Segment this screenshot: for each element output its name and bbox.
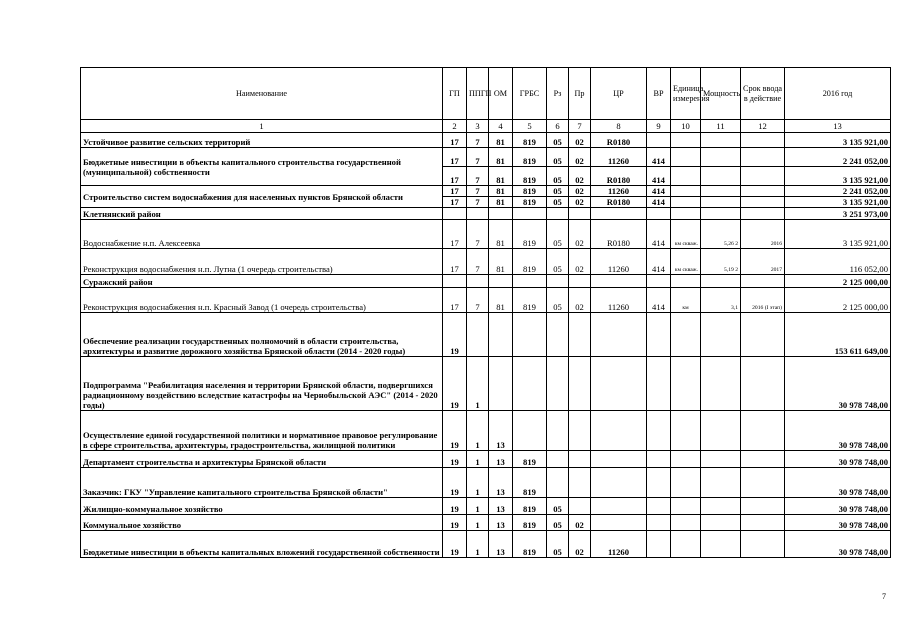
table-row <box>81 411 891 451</box>
cell-cr: 11260 <box>591 288 647 313</box>
cell-power <box>701 197 741 208</box>
row-name: Клетнянский район <box>81 208 443 220</box>
cell-amount: 30 978 748,00 <box>785 498 891 515</box>
cell-pr: 02 <box>569 249 591 275</box>
cell-ppgp: 1 <box>467 451 489 468</box>
cell-gp: 17 <box>443 167 467 186</box>
cell-vr: 414 <box>647 167 671 186</box>
cell-om: 81 <box>489 249 513 275</box>
cell-grbs: 819 <box>513 288 547 313</box>
cell-gp: 19 <box>443 468 467 498</box>
header-rz: Рз <box>547 68 569 120</box>
cell-ppgp: 1 <box>467 531 489 558</box>
row-name: Водоснабжение н.п. Алексеевка <box>81 220 443 249</box>
table-row <box>81 515 891 531</box>
cell-amount: 30 978 748,00 <box>785 468 891 498</box>
cell-pr: 02 <box>569 133 591 148</box>
table-row <box>81 531 891 558</box>
cell-pr: 02 <box>569 288 591 313</box>
column-number: 8 <box>591 120 647 133</box>
cell-unit: км <box>671 288 701 313</box>
cell-om: 81 <box>489 167 513 186</box>
cell-vr: 414 <box>647 186 671 197</box>
column-number: 12 <box>741 120 785 133</box>
cell-pr: 02 <box>569 515 591 531</box>
cell-term <box>741 197 785 208</box>
cell-grbs: 819 <box>513 220 547 249</box>
cell-vr <box>647 133 671 148</box>
cell-cr: R0180 <box>591 220 647 249</box>
cell-unit <box>671 148 701 167</box>
cell-ppgp: 1 <box>467 411 489 451</box>
table-row <box>81 208 891 220</box>
column-number: 9 <box>647 120 671 133</box>
column-number: 3 <box>467 120 489 133</box>
cell-om: 13 <box>489 498 513 515</box>
row-name: Суражский район <box>81 275 443 288</box>
cell-gp: 19 <box>443 357 467 411</box>
table-row <box>81 498 891 515</box>
cell-rz: 05 <box>547 498 569 515</box>
cell-amount: 3 251 973,00 <box>785 208 891 220</box>
cell-pr: 02 <box>569 167 591 186</box>
cell-om: 81 <box>489 148 513 167</box>
table-row <box>81 451 891 468</box>
row-name: Жилищно-коммунальное хозяйство <box>81 498 443 515</box>
cell-rz: 05 <box>547 148 569 167</box>
cell-rz: 05 <box>547 133 569 148</box>
cell-amount: 2 125 000,00 <box>785 288 891 313</box>
cell-power <box>701 133 741 148</box>
cell-ppgp: 1 <box>467 357 489 411</box>
cell-gp: 17 <box>443 249 467 275</box>
cell-amount: 3 135 921,00 <box>785 167 891 186</box>
table-row <box>81 249 891 275</box>
cell-om: 81 <box>489 133 513 148</box>
column-number: 6 <box>547 120 569 133</box>
cell-term <box>741 148 785 167</box>
table-row <box>81 133 891 148</box>
header-year: 2016 год <box>785 68 891 120</box>
cell-unit: км скваж. <box>671 249 701 275</box>
cell-rz: 05 <box>547 249 569 275</box>
cell-om: 81 <box>489 220 513 249</box>
column-number: 2 <box>443 120 467 133</box>
header-power: Мощность <box>701 68 741 120</box>
cell-term: 2017 <box>741 249 785 275</box>
cell-power: 5,26 2 <box>701 220 741 249</box>
row-name: Осуществление единой государственной политики и нормативное правовое регулирование в сфере строительства, архитектуры, градостроительства, жилищной политики <box>81 411 443 451</box>
cell-om: 81 <box>489 288 513 313</box>
row-name: Подпрограмма "Реабилитация населения и территории Брянской области, подвергшихся радиационному воздействию вследствие катастрофы на Чернобыльской АЭС" (2014 - 2020 годы) <box>81 357 443 411</box>
cell-grbs: 819 <box>513 451 547 468</box>
row-name: Бюджетные инвестиции в объекты капитальных вложений государственной собственности <box>81 531 443 558</box>
cell-power: 5,19 2 <box>701 249 741 275</box>
table-row <box>81 357 891 411</box>
cell-ppgp: 1 <box>467 468 489 498</box>
cell-gp: 17 <box>443 133 467 148</box>
cell-amount: 2 241 052,00 <box>785 186 891 197</box>
cell-grbs: 819 <box>513 133 547 148</box>
cell-pr: 02 <box>569 148 591 167</box>
cell-unit <box>671 133 701 148</box>
row-name: Коммунальное хозяйство <box>81 515 443 531</box>
column-number-row <box>81 120 891 133</box>
cell-gp: 19 <box>443 451 467 468</box>
cell-term <box>741 133 785 148</box>
cell-term: 2016 (I этап) <box>741 288 785 313</box>
cell-unit <box>671 186 701 197</box>
cell-amount: 30 978 748,00 <box>785 357 891 411</box>
cell-rz: 05 <box>547 167 569 186</box>
cell-gp: 19 <box>443 531 467 558</box>
header-om: ОМ <box>489 68 513 120</box>
cell-pr: 02 <box>569 186 591 197</box>
table-row <box>81 275 891 288</box>
cell-gp: 19 <box>443 515 467 531</box>
cell-cr: R0180 <box>591 197 647 208</box>
cell-ppgp: 1 <box>467 515 489 531</box>
cell-om: 13 <box>489 451 513 468</box>
cell-unit <box>671 197 701 208</box>
cell-gp: 19 <box>443 411 467 451</box>
table-header-row <box>81 68 891 120</box>
header-gp: ГП <box>443 68 467 120</box>
cell-amount: 3 135 921,00 <box>785 197 891 208</box>
table-row <box>81 220 891 249</box>
header-grbs: ГРБС <box>513 68 547 120</box>
cell-grbs: 819 <box>513 531 547 558</box>
column-number: 4 <box>489 120 513 133</box>
column-number: 11 <box>701 120 741 133</box>
cell-om: 13 <box>489 531 513 558</box>
cell-unit <box>671 167 701 186</box>
cell-cr: 11260 <box>591 531 647 558</box>
cell-amount: 30 978 748,00 <box>785 515 891 531</box>
cell-amount: 3 135 921,00 <box>785 220 891 249</box>
cell-amount: 153 611 649,00 <box>785 313 891 357</box>
cell-cr: 11260 <box>591 186 647 197</box>
cell-ppgp: 7 <box>467 288 489 313</box>
cell-om: 81 <box>489 197 513 208</box>
cell-rz: 05 <box>547 186 569 197</box>
cell-cr: R0180 <box>591 167 647 186</box>
cell-gp: 17 <box>443 197 467 208</box>
cell-amount: 30 978 748,00 <box>785 411 891 451</box>
cell-ppgp: 1 <box>467 498 489 515</box>
cell-amount: 3 135 921,00 <box>785 133 891 148</box>
cell-power <box>701 167 741 186</box>
column-number: 10 <box>671 120 701 133</box>
cell-amount: 30 978 748,00 <box>785 531 891 558</box>
cell-om: 13 <box>489 468 513 498</box>
budget-table-sheet <box>80 67 890 558</box>
table-row <box>81 186 891 197</box>
cell-pr: 02 <box>569 197 591 208</box>
cell-cr: R0180 <box>591 133 647 148</box>
cell-grbs: 819 <box>513 468 547 498</box>
row-name: Заказчик: ГКУ "Управление капитального строительства Брянской области" <box>81 468 443 498</box>
cell-grbs: 819 <box>513 249 547 275</box>
table-row <box>81 288 891 313</box>
cell-amount: 2 241 052,00 <box>785 148 891 167</box>
cell-om: 81 <box>489 186 513 197</box>
cell-rz: 05 <box>547 531 569 558</box>
cell-term: 2016 <box>741 220 785 249</box>
cell-gp: 17 <box>443 220 467 249</box>
cell-grbs: 819 <box>513 186 547 197</box>
header-ppgp: ППГП <box>467 68 489 120</box>
cell-gp: 17 <box>443 186 467 197</box>
cell-ppgp: 7 <box>467 167 489 186</box>
cell-grbs: 819 <box>513 148 547 167</box>
column-number: 5 <box>513 120 547 133</box>
row-name: Устойчивое развитие сельских территорий <box>81 133 443 148</box>
cell-vr: 414 <box>647 220 671 249</box>
cell-power <box>701 148 741 167</box>
header-cr: ЦР <box>591 68 647 120</box>
cell-amount: 2 125 000,00 <box>785 275 891 288</box>
cell-term <box>741 186 785 197</box>
header-unit: Единица измерения <box>671 68 701 120</box>
cell-gp: 19 <box>443 498 467 515</box>
budget-table <box>80 67 891 558</box>
cell-vr: 414 <box>647 288 671 313</box>
cell-rz: 05 <box>547 197 569 208</box>
cell-amount: 30 978 748,00 <box>785 451 891 468</box>
cell-vr: 414 <box>647 197 671 208</box>
cell-ppgp: 7 <box>467 133 489 148</box>
cell-grbs: 819 <box>513 515 547 531</box>
cell-om: 13 <box>489 515 513 531</box>
cell-ppgp: 7 <box>467 249 489 275</box>
row-name: Обеспечение реализации государственных полномочий в области строительства, архитектуры и развитие дорожного хозяйства Брянской области (2014 - 2020 годы) <box>81 313 443 357</box>
cell-ppgp: 7 <box>467 148 489 167</box>
cell-rz: 05 <box>547 220 569 249</box>
column-number: 7 <box>569 120 591 133</box>
cell-ppgp: 7 <box>467 186 489 197</box>
cell-gp: 19 <box>443 313 467 357</box>
row-name: Реконструкция водоснабжения н.п. Красный Завод (1 очередь строительства) <box>81 288 443 313</box>
table-row <box>81 468 891 498</box>
cell-cr: 11260 <box>591 249 647 275</box>
cell-power: 3,1 <box>701 288 741 313</box>
cell-ppgp: 7 <box>467 220 489 249</box>
header-name: Наименование <box>81 68 443 120</box>
cell-vr: 414 <box>647 249 671 275</box>
cell-vr: 414 <box>647 148 671 167</box>
cell-grbs: 819 <box>513 167 547 186</box>
cell-term <box>741 167 785 186</box>
page-number: 7 <box>882 592 886 601</box>
cell-pr: 02 <box>569 220 591 249</box>
cell-gp: 17 <box>443 288 467 313</box>
cell-power <box>701 186 741 197</box>
table-row <box>81 148 891 167</box>
table-row <box>81 313 891 357</box>
header-pr: Пр <box>569 68 591 120</box>
cell-amount: 116 052,00 <box>785 249 891 275</box>
cell-rz: 05 <box>547 515 569 531</box>
cell-gp: 17 <box>443 148 467 167</box>
row-name: Реконструкция водоснабжения н.п. Лутна (1 очередь строительства) <box>81 249 443 275</box>
cell-unit: км скваж. <box>671 220 701 249</box>
cell-ppgp: 7 <box>467 197 489 208</box>
row-name: Департамент строительства и архитектуры Брянской области <box>81 451 443 468</box>
cell-cr: 11260 <box>591 148 647 167</box>
cell-grbs: 819 <box>513 197 547 208</box>
column-number: 13 <box>785 120 891 133</box>
cell-grbs: 819 <box>513 498 547 515</box>
column-number: 1 <box>81 120 443 133</box>
row-name: Бюджетные инвестиции в объекты капитального строительства государственной (муниципальной) собственности <box>81 148 443 186</box>
row-name: Строительство систем водоснабжения для населенных пунктов Брянской области <box>81 186 443 208</box>
header-term: Срок ввода в действие <box>741 68 785 120</box>
cell-rz: 05 <box>547 288 569 313</box>
cell-om: 13 <box>489 411 513 451</box>
header-vr: ВР <box>647 68 671 120</box>
cell-pr: 02 <box>569 531 591 558</box>
